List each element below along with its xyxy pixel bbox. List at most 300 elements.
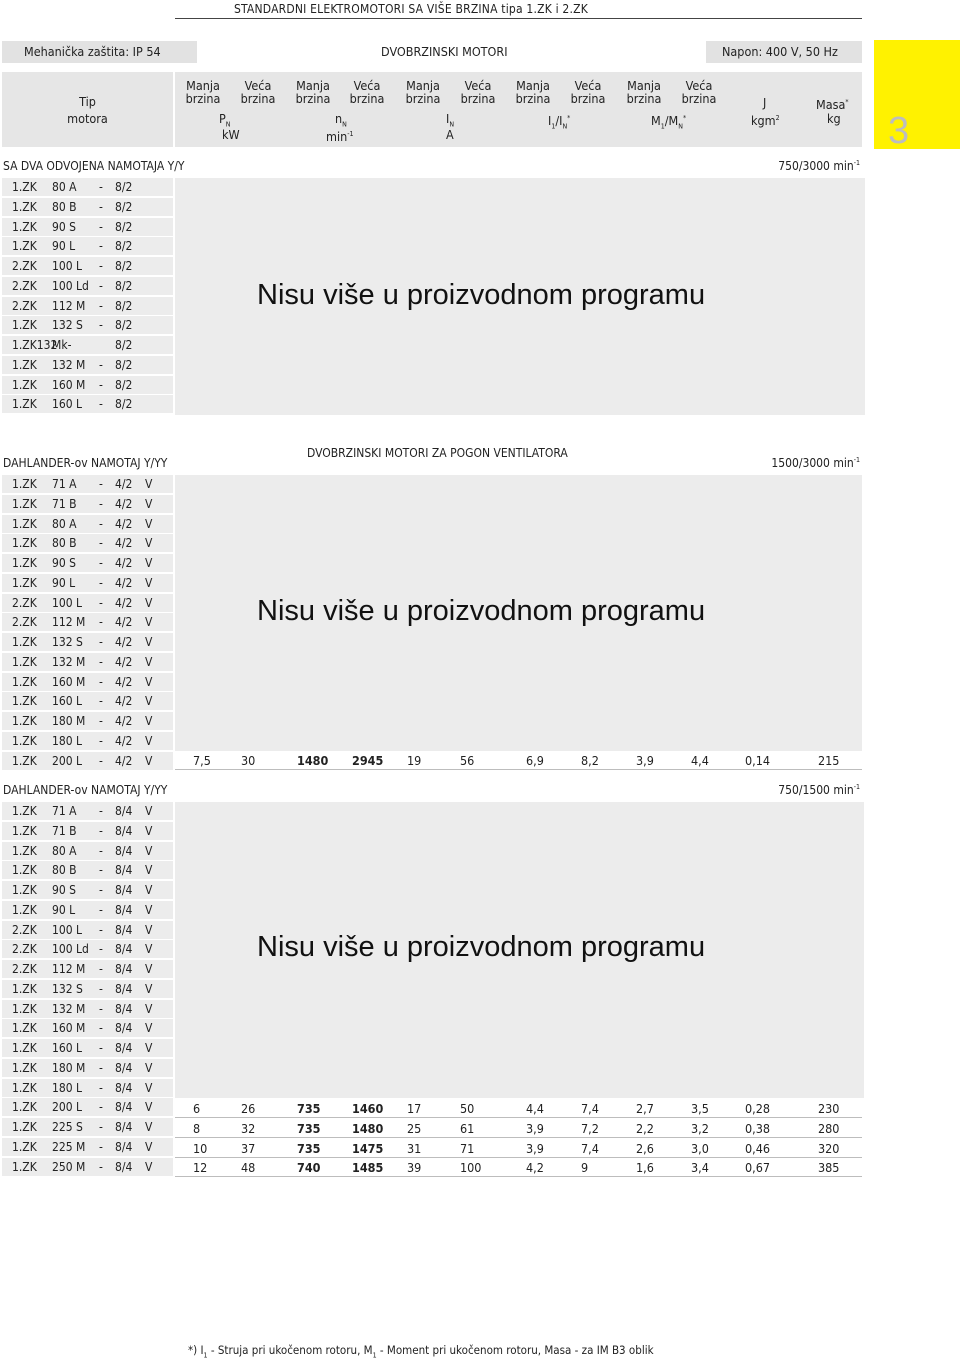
motor-type-v: V (145, 1021, 153, 1036)
motor-type-p: 8/4 (115, 942, 133, 957)
value-m1mn-high: 4,4 (691, 753, 709, 768)
motor-type-d: - (99, 536, 103, 551)
value-nn-high: 1475 (352, 1140, 384, 1156)
motor-type-t: 1.ZK (12, 981, 37, 996)
motor-type-row (2, 356, 173, 375)
motor-type-t: 1.ZK (12, 714, 37, 728)
motor-type-row (2, 277, 173, 296)
motor-type-v: V (145, 1120, 153, 1134)
motor-type-s: 180 L (52, 1080, 83, 1095)
value-nn-low: 740 (297, 1160, 321, 1176)
motor-type-t: 1.ZK (12, 694, 37, 709)
value-i1in-high: 8,2 (581, 753, 599, 768)
motor-type-row (2, 316, 173, 335)
motor-type-d: - (99, 477, 103, 491)
section-1-speed: 750/3000 $\min^{-1}$ (778, 159, 860, 173)
header-type-cell (2, 72, 173, 147)
motor-type-p: 8/4 (115, 922, 133, 937)
motor-type-row (2, 712, 173, 731)
section-2-label: DAHLANDER-ov NAMOTAJ Y/YY (3, 456, 168, 470)
motor-type-p: 4/2 (115, 575, 133, 590)
motor-type-d: - (99, 635, 103, 649)
motor-type-v: V (145, 595, 153, 610)
value-j: 0,67 (745, 1160, 771, 1176)
motor-type-p: 8/4 (115, 902, 133, 917)
motor-type-t: 1.ZK (12, 496, 37, 511)
motor-type-t: 2.ZK (12, 595, 37, 610)
motor-type-t: 1.ZK (12, 1021, 37, 1036)
col-masa-unit: kg (827, 111, 841, 126)
motor-type-p: 4/2 (115, 536, 133, 551)
value-m1mn-low: 1,6 (636, 1160, 654, 1176)
col-m1mn-symbol: $M_1/M_N^*$ (651, 113, 687, 131)
motor-type-p: 8/4 (115, 1041, 133, 1055)
motor-type-t: 2.ZK (12, 298, 37, 313)
motor-data-row (175, 1099, 862, 1118)
motor-type-row (2, 495, 173, 514)
motor-type-v: V (145, 654, 153, 669)
value-masa: 215 (818, 753, 840, 768)
motor-type-p: 8/4 (115, 1139, 133, 1154)
value-nn-high: 1480 (352, 1120, 384, 1136)
value-i1in-high: 7,2 (581, 1120, 599, 1136)
motor-type-row (2, 237, 173, 256)
motor-type-p: 4/2 (115, 595, 133, 610)
col-j-symbol: J (763, 95, 767, 110)
motor-type-p: 4/2 (115, 496, 133, 511)
motor-type-t: 1.ZK (12, 733, 37, 748)
motor-type-s: 132 S (52, 318, 83, 333)
motor-type-d: - (99, 1041, 103, 1055)
motor-type-v: V (145, 962, 153, 976)
motor-type-d: - (99, 733, 103, 748)
motor-type-row (2, 692, 173, 711)
motor-type-v: V (145, 733, 153, 748)
motor-type-t: 2.ZK (12, 922, 37, 937)
motor-type-p: 4/2 (115, 674, 133, 689)
motor-type-v: V (145, 981, 153, 996)
motor-type-v: V (145, 536, 153, 551)
motor-type-t: 2.ZK (12, 615, 37, 630)
motor-type-p: 8/4 (115, 823, 133, 838)
section-3-discontinued-message: Nisu više u proizvodnom programu (257, 931, 706, 963)
motor-type-v: V (145, 575, 153, 590)
motor-type-row (2, 861, 173, 880)
motor-type-s: 100 L (52, 595, 83, 610)
motor-type-s: 90 L (52, 575, 76, 590)
motor-type-t: 1.ZK (12, 357, 37, 372)
col-motora-label: motora (67, 111, 108, 126)
motor-type-d: - (99, 180, 103, 194)
motor-type-d: - (99, 575, 103, 590)
motor-type-p: 8/2 (115, 219, 133, 234)
motor-type-t: 1.ZK (12, 804, 37, 818)
motor-type-p: 8/2 (115, 318, 133, 333)
col-masa-symbol: Masa* (816, 97, 849, 113)
value-masa: 230 (818, 1101, 840, 1116)
col-m1mn-low-label: Manja brzina (626, 78, 662, 106)
value-nn-low: 735 (297, 1120, 321, 1136)
motor-type-p: 8/2 (115, 357, 133, 372)
motor-type-row (2, 940, 173, 959)
motor-type-s: 112 M (52, 962, 86, 976)
motor-type-s: 160 L (52, 397, 83, 412)
col-pn-low-label: Manja brzina (185, 78, 221, 106)
col-i1in-low-label: Manja brzina (515, 78, 551, 106)
col-j-unit: kgm$^2$ (751, 113, 780, 129)
motor-type-row (2, 515, 173, 534)
value-m1mn-low: 2,6 (636, 1140, 654, 1156)
motor-type-row (2, 901, 173, 920)
motor-type-d: - (99, 694, 103, 709)
motor-type-row (2, 1118, 173, 1137)
motor-type-v: V (145, 753, 153, 768)
document-title: STANDARDNI ELEKTROMOTORI SA VIŠE BRZINA tipa 1.ZK i 2.ZK (234, 2, 588, 16)
motor-type-v: V (145, 556, 153, 570)
motor-type-d: - (99, 863, 103, 878)
motor-type-v: V (145, 1060, 153, 1075)
motor-type-s: 200 L (52, 1100, 83, 1115)
section-3-speed: 750/1500 $\min^{-1}$ (778, 783, 860, 797)
section-1-discontinued-message: Nisu više u proizvodnom programu (257, 279, 706, 311)
col-in-unit: A (446, 127, 454, 142)
motor-type-d: - (99, 318, 103, 333)
value-pn-low: 12 (193, 1160, 208, 1176)
motor-type-s: 80 A (52, 180, 77, 194)
motor-type-d: - (99, 199, 103, 214)
motor-type-row (2, 1039, 173, 1058)
motor-type-d: - (99, 357, 103, 372)
motor-type-row (2, 613, 173, 632)
motor-type-p: 4/2 (115, 714, 133, 728)
motor-type-s: 160 L (52, 1041, 83, 1055)
motor-type-row (2, 475, 173, 494)
motor-type-d: - (99, 595, 103, 610)
protection-label: Mehanička zaštita: IP 54 (2, 41, 197, 63)
motor-type-v: V (145, 883, 153, 897)
motor-type-row (2, 980, 173, 999)
motor-type-s: 132 S (52, 981, 83, 996)
motor-type-row (2, 653, 173, 672)
motor-type-s: Mk- (52, 338, 72, 352)
value-i1in-high: 7,4 (581, 1140, 599, 1156)
motor-type-p: 8/4 (115, 804, 133, 818)
motor-type-s: 160 M (52, 674, 86, 689)
col-nn-low-label: Manja brzina (295, 78, 331, 106)
motor-type-t: 1.ZK (12, 843, 37, 858)
col-i1in-high-label: Veća brzina (570, 78, 606, 106)
motor-data-row (175, 1119, 862, 1138)
motor-type-v: V (145, 714, 153, 728)
motor-type-s: 71 A (52, 477, 77, 491)
col-in-low-label: Manja brzina (405, 78, 441, 106)
motor-type-p: 8/4 (115, 1001, 133, 1016)
motor-type-t: 1.ZK (12, 635, 37, 649)
motor-type-d: - (99, 556, 103, 570)
value-in-low: 39 (407, 1160, 422, 1176)
value-masa: 385 (818, 1160, 840, 1176)
motor-type-t: 1.ZK (12, 1120, 37, 1134)
col-pn-symbol: $P_N$ (219, 111, 231, 129)
value-nn-low: 735 (297, 1140, 321, 1156)
motor-type-s: 250 M (52, 1159, 86, 1174)
motor-type-d: - (99, 1120, 103, 1134)
value-i1in-low: 4,2 (526, 1160, 544, 1176)
motor-type-row (2, 633, 173, 652)
value-in-low: 25 (407, 1120, 422, 1136)
motor-type-row (2, 842, 173, 861)
value-nn-high: 1485 (352, 1160, 384, 1176)
motor-type-row (2, 960, 173, 979)
value-pn-high: 30 (241, 753, 256, 768)
motor-type-t: 2.ZK (12, 942, 37, 957)
motor-type-s: 112 M (52, 615, 86, 630)
motor-type-row (2, 534, 173, 553)
motor-type-t: 1.ZK (12, 516, 37, 531)
motor-type-p: 8/2 (115, 397, 133, 412)
motor-type-v: V (145, 863, 153, 878)
motor-type-s: 200 L (52, 753, 83, 768)
motor-type-d: - (99, 615, 103, 630)
motor-type-t: 1.ZK (12, 318, 37, 333)
col-pn-high-label: Veća brzina (240, 78, 276, 106)
value-i1in-high: 7,4 (581, 1101, 599, 1116)
motor-type-s: 180 L (52, 733, 83, 748)
motor-type-d: - (99, 496, 103, 511)
motor-type-p: 8/4 (115, 1100, 133, 1115)
motor-type-t: 2.ZK (12, 278, 37, 293)
motor-type-s: 132 M (52, 357, 86, 372)
value-m1mn-low: 3,9 (636, 753, 654, 768)
motor-type-row (2, 1138, 173, 1157)
motor-type-p: 8/2 (115, 278, 133, 293)
motor-type-p: 8/2 (115, 199, 133, 214)
motor-type-d: - (99, 1139, 103, 1154)
motor-type-d: - (99, 1080, 103, 1095)
value-in-high: 61 (460, 1120, 475, 1136)
motor-type-row (2, 802, 173, 821)
motor-type-d: - (99, 239, 103, 254)
col-pn-unit: kW (222, 127, 240, 142)
value-pn-low: 6 (193, 1101, 201, 1116)
motor-type-d: - (99, 753, 103, 768)
col-in-high-label: Veća brzina (460, 78, 496, 106)
motor-type-t: 1.ZK (12, 1139, 37, 1154)
motor-type-t: 1.ZK (12, 199, 37, 214)
value-m1mn-high: 3,2 (691, 1120, 709, 1136)
voltage-label: Napon: 400 V, 50 Hz (706, 41, 862, 63)
motor-type-row (2, 257, 173, 276)
section-2-discontinued-message: Nisu više u proizvodnom programu (257, 595, 706, 627)
section-1-label: SA DVA ODVOJENA NAMOTAJA Y/Y (3, 159, 185, 173)
motor-type-s: 90 S (52, 219, 77, 234)
col-tip-label: Tip (79, 94, 96, 109)
value-m1mn-low: 2,7 (636, 1101, 654, 1116)
motor-type-row (2, 297, 173, 316)
motor-type-t: 1.ZK (12, 536, 37, 551)
motor-type-p: 8/4 (115, 962, 133, 976)
motor-type-t: 1.ZK (12, 477, 37, 491)
motor-type-v: V (145, 516, 153, 531)
motor-type-d: - (99, 516, 103, 531)
value-m1mn-high: 3,5 (691, 1101, 709, 1116)
motor-type-t: 1.ZK (12, 180, 37, 194)
motor-type-v: V (145, 477, 153, 491)
motor-type-p: 8/2 (115, 239, 133, 254)
motor-type-s: 100 L (52, 922, 83, 937)
motor-type-p: 8/2 (115, 338, 133, 352)
motor-data-row (175, 1158, 862, 1177)
motor-type-d: - (99, 298, 103, 313)
section-2-speed: 1500/3000 $\min^{-1}$ (771, 456, 860, 470)
motor-type-v: V (145, 496, 153, 511)
motor-type-d: - (99, 962, 103, 976)
motor-type-v: V (145, 615, 153, 630)
motor-type-d: - (99, 397, 103, 412)
motor-type-s: 80 B (52, 536, 77, 551)
motor-type-t: 1.ZK (12, 883, 37, 897)
motor-type-row (2, 822, 173, 841)
motor-type-s: 180 M (52, 1060, 86, 1075)
value-nn-low: 1480 (297, 753, 329, 768)
motor-type-row (2, 395, 173, 414)
motor-type-v: V (145, 1001, 153, 1016)
motor-type-s: 90 S (52, 883, 77, 897)
motor-type-row (2, 1079, 173, 1098)
motor-type-v: V (145, 635, 153, 649)
motor-type-s: 160 M (52, 377, 86, 392)
motor-type-s: 160 L (52, 694, 83, 709)
motor-type-t: 1.ZK (12, 1080, 37, 1095)
motor-type-p: 4/2 (115, 516, 133, 531)
value-in-low: 19 (407, 753, 422, 768)
value-in-high: 100 (460, 1160, 482, 1176)
value-j: 0,38 (745, 1120, 771, 1136)
motor-type-p: 4/2 (115, 733, 133, 748)
motor-type-s: 71 A (52, 804, 77, 818)
motor-type-p: 4/2 (115, 556, 133, 570)
motor-type-d: - (99, 1060, 103, 1075)
col-nn-high-label: Veća brzina (349, 78, 385, 106)
motor-type-s: 225 M (52, 1139, 86, 1154)
value-in-low: 31 (407, 1140, 422, 1156)
motor-type-d: - (99, 1159, 103, 1174)
value-i1in-low: 3,9 (526, 1140, 544, 1156)
header-values-cell (175, 72, 862, 147)
motor-type-row (2, 1158, 173, 1177)
motor-type-p: 4/2 (115, 694, 133, 709)
motor-type-v: V (145, 1041, 153, 1055)
motor-type-t: 1.ZK132 (12, 338, 58, 352)
value-m1mn-low: 2,2 (636, 1120, 654, 1136)
motor-type-d: - (99, 259, 103, 273)
motor-type-d: - (99, 1001, 103, 1016)
motor-type-row (2, 198, 173, 217)
motor-type-d: - (99, 654, 103, 669)
motor-type-s: 80 B (52, 863, 77, 878)
motor-type-p: 8/2 (115, 377, 133, 392)
motor-type-v: V (145, 902, 153, 917)
chapter-tab (874, 40, 960, 152)
motor-type-s: 132 M (52, 654, 86, 669)
motor-type-row (2, 336, 173, 355)
motor-type-v: V (145, 843, 153, 858)
motor-type-v: V (145, 694, 153, 709)
motor-type-d: - (99, 902, 103, 917)
motor-type-row (2, 218, 173, 237)
motor-type-v: V (145, 804, 153, 818)
value-in-high: 50 (460, 1101, 475, 1116)
motor-type-s: 100 L (52, 259, 83, 273)
motor-type-s: 80 A (52, 843, 77, 858)
section-3-label: DAHLANDER-ov NAMOTAJ Y/YY (3, 783, 168, 797)
value-pn-high: 26 (241, 1101, 256, 1116)
motor-type-s: 100 Ld (52, 278, 89, 293)
motor-type-p: 4/2 (115, 753, 133, 768)
value-i1in-high: 9 (581, 1160, 589, 1176)
motor-type-s: 132 M (52, 1001, 86, 1016)
motor-type-p: 4/2 (115, 615, 133, 630)
motor-type-row (2, 1098, 173, 1117)
col-nn-symbol: $n_N$ (335, 111, 347, 129)
motor-type-d: - (99, 714, 103, 728)
value-pn-high: 32 (241, 1120, 256, 1136)
motor-type-row (2, 881, 173, 900)
motor-type-row (2, 673, 173, 692)
value-m1mn-high: 3,0 (691, 1140, 709, 1156)
value-masa: 320 (818, 1140, 840, 1156)
value-i1in-low: 4,4 (526, 1101, 544, 1116)
motor-type-d: - (99, 674, 103, 689)
motor-type-p: 8/4 (115, 843, 133, 858)
motor-type-d: - (99, 1100, 103, 1115)
motor-type-p: 8/4 (115, 1060, 133, 1075)
motor-type-d: - (99, 981, 103, 996)
motor-type-d: - (99, 922, 103, 937)
motor-type-d: - (99, 823, 103, 838)
motor-type-row (2, 1000, 173, 1019)
motor-type-t: 1.ZK (12, 1159, 37, 1174)
value-m1mn-high: 3,4 (691, 1160, 709, 1176)
motor-type-d: - (99, 219, 103, 234)
motor-type-s: 90 S (52, 556, 77, 570)
motor-type-row (2, 178, 173, 197)
motor-type-t: 1.ZK (12, 1041, 37, 1055)
footnote: *) $I_1$ - Struja pri ukočenom rotoru, $M_1$ - Moment pri ukočenom rotoru, Masa - za IM B3 oblik (188, 1343, 654, 1360)
motor-type-t: 2.ZK (12, 962, 37, 976)
motor-type-row (2, 574, 173, 593)
motor-type-v: V (145, 1080, 153, 1095)
motor-data-row (175, 1139, 862, 1158)
motor-type-s: 100 Ld (52, 942, 89, 957)
motor-type-t: 1.ZK (12, 397, 37, 412)
motor-type-p: 4/2 (115, 654, 133, 669)
motor-type-s: 112 M (52, 298, 86, 313)
value-pn-high: 48 (241, 1160, 256, 1176)
motor-type-v: V (145, 942, 153, 957)
motor-type-row (2, 554, 173, 573)
motor-type-t: 1.ZK (12, 1100, 37, 1115)
value-j: 0,28 (745, 1101, 771, 1116)
motor-type-row (2, 594, 173, 613)
motor-type-t: 1.ZK (12, 674, 37, 689)
motor-type-t: 1.ZK (12, 575, 37, 590)
motor-type-p: 8/4 (115, 1080, 133, 1095)
motor-type-s: 80 A (52, 516, 77, 531)
value-pn-high: 37 (241, 1140, 256, 1156)
motor-data-row (175, 751, 862, 770)
motor-type-p: 4/2 (115, 635, 133, 649)
